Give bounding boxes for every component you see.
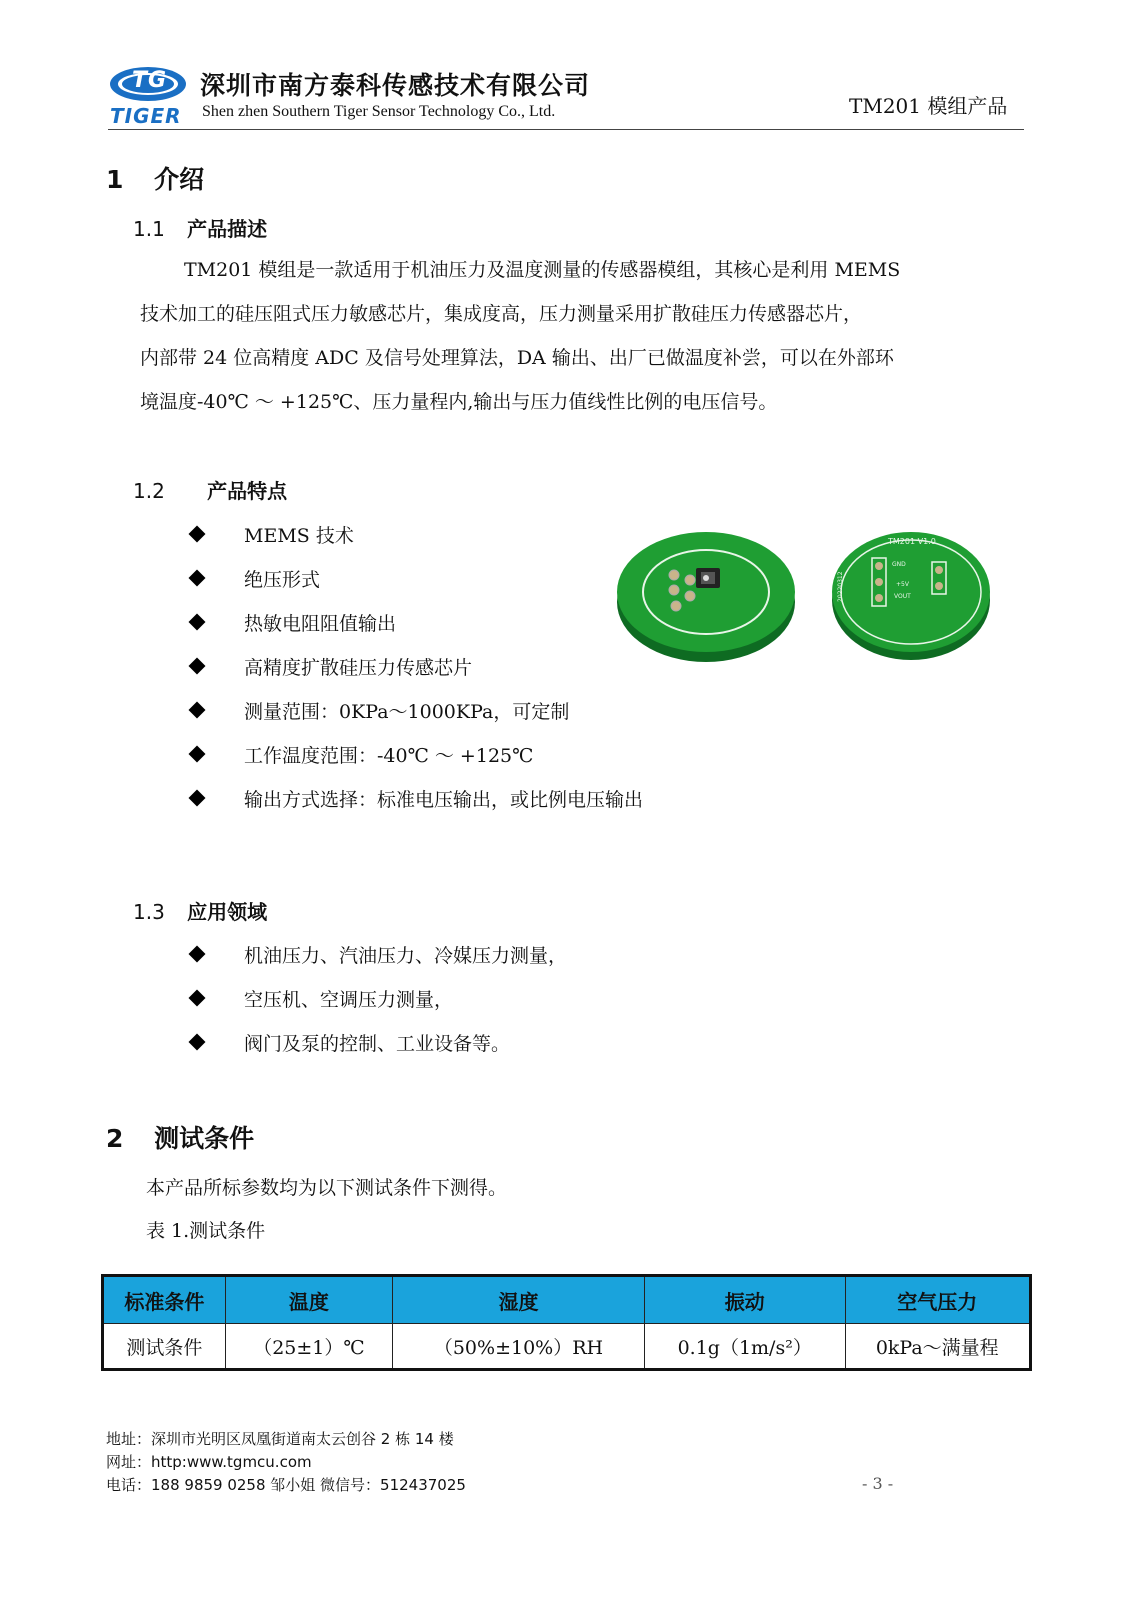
page-number: - 3 - <box>862 1474 894 1493</box>
section-1-1-number: 1.1 <box>133 217 165 241</box>
applications-list <box>186 932 567 1064</box>
list-item <box>186 976 567 1020</box>
diamond-bullet-icon <box>189 946 206 963</box>
section-2-intro: 本产品所标参数均为以下测试条件下测得。 <box>146 1177 508 1199</box>
section-1-1-title: 产品描述 <box>187 217 268 241</box>
feature-text: MEMS 技术 <box>244 524 354 547</box>
list-item <box>186 1020 567 1064</box>
list-item <box>186 932 567 976</box>
table-header-row <box>103 1276 1031 1324</box>
footer-address: 地址：深圳市光明区凤凰街道南太云创谷 2 栋 14 楼 <box>106 1430 454 1448</box>
diamond-bullet-icon <box>189 702 206 719</box>
diamond-bullet-icon <box>189 570 206 587</box>
footer-contact <box>106 1428 466 1497</box>
diamond-bullet-icon <box>189 658 206 675</box>
section-2-number: 2 <box>106 1124 124 1153</box>
diamond-bullet-icon <box>189 526 206 543</box>
logo-wordmark: TIGER <box>110 104 182 128</box>
product-description <box>140 248 1000 424</box>
feature-text: 绝压形式 <box>244 568 321 591</box>
list-item <box>186 776 643 820</box>
pcb-back-image <box>830 530 992 662</box>
feature-text: 热敏电阻阻值输出 <box>244 612 397 635</box>
table-cell: （50%±10%）RH <box>393 1324 645 1370</box>
description-line: 内部带 24 位高精度 ADC 及信号处理算法，DA 输出、出厂已做温度补尝，可以在外部环 <box>140 347 894 369</box>
list-item <box>186 688 643 732</box>
section-1-2-title: 产品特点 <box>207 479 288 503</box>
pcb-title-label: TM201 V1.0 <box>888 537 936 546</box>
logo-mark: TG <box>132 68 168 93</box>
table-header-cell: 湿度 <box>393 1276 645 1324</box>
document-label: TM201 模组产品 <box>849 94 1008 118</box>
diamond-bullet-icon <box>189 990 206 1007</box>
diamond-bullet-icon <box>189 614 206 631</box>
feature-text: 输出方式选择：标准电压输出，或比例电压输出 <box>244 788 644 811</box>
feature-text: 工作温度范围：-40℃ ～ +125℃ <box>244 744 534 767</box>
section-1-2-heading <box>133 475 287 504</box>
company-name-cn: 深圳市南方泰科传感技术有限公司 <box>200 71 591 100</box>
table-header-cell: 温度 <box>225 1276 392 1324</box>
table-cell: 测试条件 <box>103 1324 226 1370</box>
table-cell: 0.1g（1m/s²） <box>644 1324 845 1370</box>
table-cell: （25±1）℃ <box>225 1324 392 1370</box>
header-divider <box>108 129 1024 130</box>
table-row <box>103 1324 1031 1370</box>
application-text: 空压机、空调压力测量， <box>244 988 454 1011</box>
list-item <box>186 556 643 600</box>
list-item <box>186 512 643 556</box>
description-line: TM201 模组是一款适用于机油压力及温度测量的传感器模组，其核心是利用 MEMS <box>184 259 901 281</box>
footer-phone: 电话：188 9859 0258 邹小姐 微信号：512437025 <box>106 1476 466 1494</box>
footer-website[interactable]: 网址：http:www.tgmcu.com <box>106 1453 312 1471</box>
table-header-cell: 振动 <box>644 1276 845 1324</box>
list-item <box>186 644 643 688</box>
section-2-heading <box>106 1119 254 1155</box>
section-1-heading <box>106 160 204 196</box>
description-line: 技术加工的硅压阻式压力敏感芯片，集成度高，压力测量采用扩散硅压力传感器芯片， <box>140 303 863 325</box>
list-item <box>186 600 643 644</box>
diamond-bullet-icon <box>189 790 206 807</box>
feature-text: 高精度扩散硅压力传感芯片 <box>244 656 473 679</box>
section-2-title: 测试条件 <box>154 1124 255 1153</box>
pcb-pin-label: VOUT <box>894 593 911 600</box>
diamond-bullet-icon <box>189 1034 206 1051</box>
pcb-date-label: 20220312 <box>837 571 844 602</box>
test-conditions-table <box>101 1274 1032 1371</box>
pcb-pin-label: +5V <box>896 581 909 588</box>
section-1-3-heading <box>133 896 267 925</box>
company-name-en: Shen zhen Southern Tiger Sensor Technology Co., Ltd. <box>202 103 556 120</box>
section-1-3-number: 1.3 <box>133 900 165 924</box>
table-header-cell: 标准条件 <box>103 1276 226 1324</box>
section-1-3-title: 应用领域 <box>187 900 268 924</box>
description-line: 境温度-40℃ ～ +125℃、压力量程内,输出与压力值线性比例的电压信号。 <box>140 391 778 413</box>
table-header-cell: 空气压力 <box>845 1276 1030 1324</box>
pcb-front-image <box>614 530 798 664</box>
application-text: 机油压力、汽油压力、冷媒压力测量， <box>244 944 568 967</box>
table-caption: 表 1.测试条件 <box>146 1220 266 1242</box>
list-item <box>186 732 643 776</box>
section-1-1-heading <box>133 213 267 242</box>
section-1-2-number: 1.2 <box>133 479 165 503</box>
section-1-number: 1 <box>106 165 124 194</box>
feature-text: 测量范围：0KPa～1000KPa，可定制 <box>244 700 570 723</box>
table-cell: 0kPa～满量程 <box>845 1324 1030 1370</box>
pcb-pin-label: GND <box>892 561 906 568</box>
diamond-bullet-icon <box>189 746 206 763</box>
features-list <box>186 512 643 820</box>
section-1-title: 介绍 <box>154 165 205 194</box>
application-text: 阀门及泵的控制、工业设备等。 <box>244 1032 511 1055</box>
